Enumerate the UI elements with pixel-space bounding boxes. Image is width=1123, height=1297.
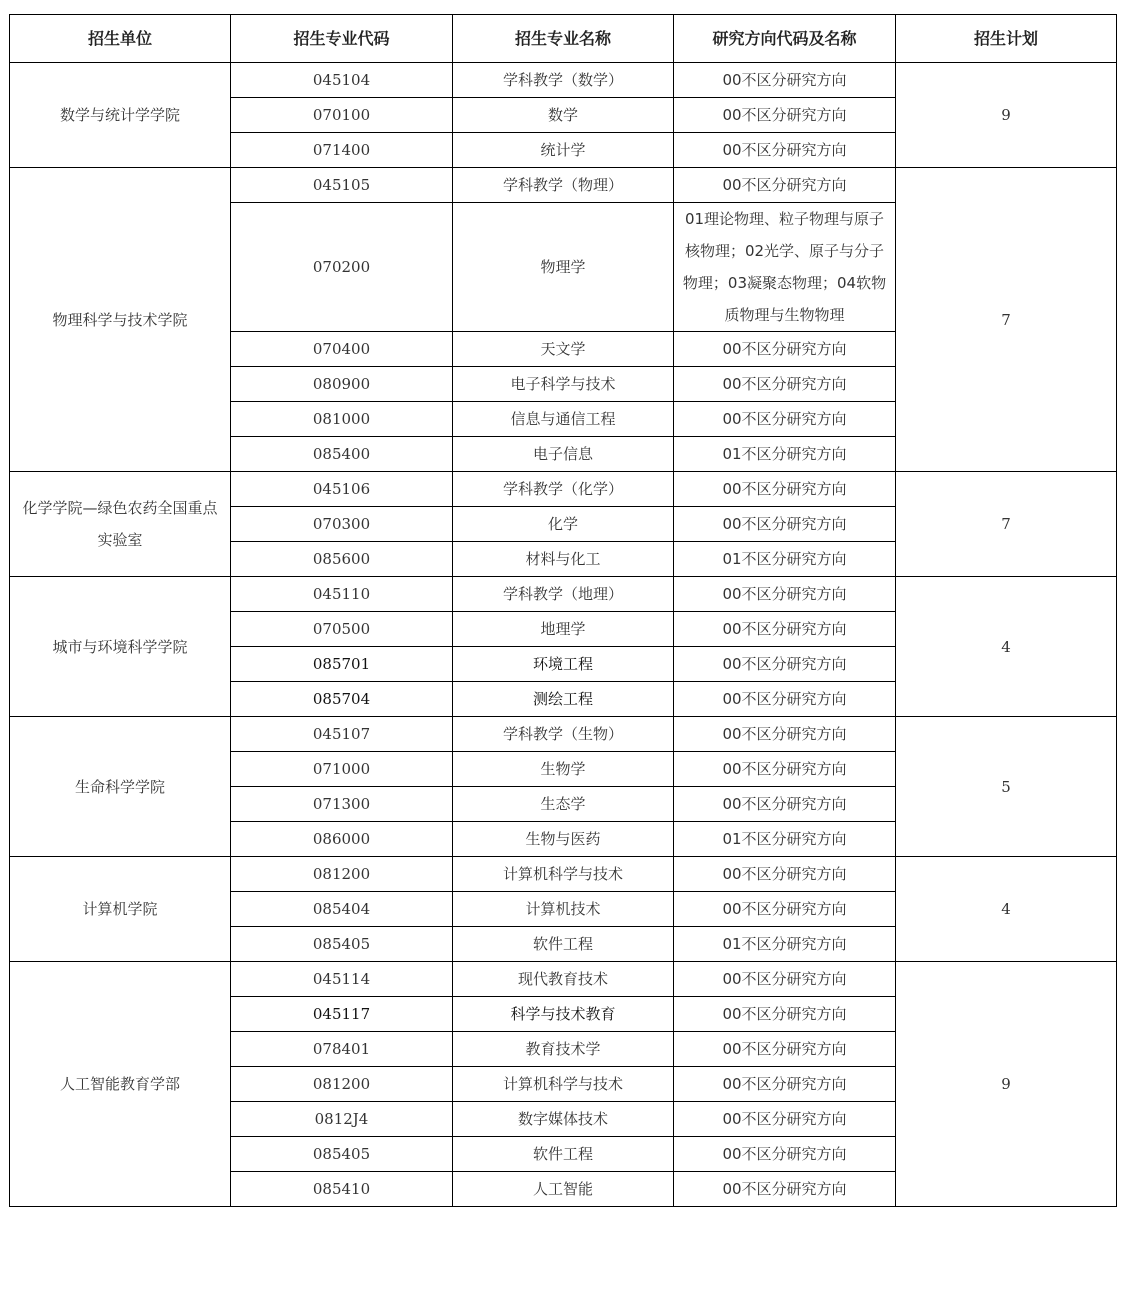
major-code-cell: 085400 — [231, 437, 453, 472]
table-row — [10, 577, 1117, 612]
direction-cell: 00不区分研究方向 — [674, 857, 896, 892]
major-code-cell: 070200 — [231, 203, 453, 332]
direction-cell: 00不区分研究方向 — [674, 717, 896, 752]
major-code-cell: 045117 — [231, 997, 453, 1032]
header-direction: 研究方向代码及名称 — [674, 15, 896, 63]
table-row — [10, 63, 1117, 98]
table-row — [10, 962, 1117, 997]
major-name-cell: 学科教学（地理） — [453, 577, 674, 612]
major-name-cell: 学科教学（数学） — [453, 63, 674, 98]
major-name-cell: 软件工程 — [453, 1137, 674, 1172]
direction-cell: 00不区分研究方向 — [674, 787, 896, 822]
plan-cell: 4 — [896, 577, 1117, 717]
major-code-cell: 071000 — [231, 752, 453, 787]
direction-cell: 01不区分研究方向 — [674, 927, 896, 962]
admissions-plan-table — [9, 14, 1117, 1207]
header-plan: 招生计划 — [896, 15, 1117, 63]
unit-cell: 计算机学院 — [10, 857, 231, 962]
direction-cell: 01不区分研究方向 — [674, 822, 896, 857]
direction-cell: 00不区分研究方向 — [674, 332, 896, 367]
major-code-cell: 085410 — [231, 1172, 453, 1207]
table-body — [10, 63, 1117, 1207]
major-name-cell: 人工智能 — [453, 1172, 674, 1207]
direction-cell: 00不区分研究方向 — [674, 1032, 896, 1067]
major-name-cell: 生物学 — [453, 752, 674, 787]
unit-cell: 城市与环境科学学院 — [10, 577, 231, 717]
major-code-cell: 045110 — [231, 577, 453, 612]
major-code-cell: 085405 — [231, 927, 453, 962]
plan-cell: 9 — [896, 962, 1117, 1207]
major-name-cell: 统计学 — [453, 133, 674, 168]
direction-cell: 01不区分研究方向 — [674, 542, 896, 577]
plan-cell: 9 — [896, 63, 1117, 168]
direction-cell: 01不区分研究方向 — [674, 437, 896, 472]
major-name-cell: 现代教育技术 — [453, 962, 674, 997]
unit-cell: 化学学院—绿色农药全国重点实验室 — [10, 472, 231, 577]
header-major: 招生专业名称 — [453, 15, 674, 63]
major-code-cell: 070300 — [231, 507, 453, 542]
major-name-cell: 计算机科学与技术 — [453, 857, 674, 892]
major-code-cell: 070400 — [231, 332, 453, 367]
major-code-cell: 081200 — [231, 857, 453, 892]
plan-cell: 4 — [896, 857, 1117, 962]
direction-cell: 00不区分研究方向 — [674, 892, 896, 927]
direction-cell: 01理论物理、粒子物理与原子核物理；02光学、原子与分子物理；03凝聚态物理；04软物质物理与生物物理 — [674, 203, 896, 332]
major-name-cell: 天文学 — [453, 332, 674, 367]
major-name-cell: 环境工程 — [453, 647, 674, 682]
plan-cell: 7 — [896, 168, 1117, 472]
major-name-cell: 材料与化工 — [453, 542, 674, 577]
direction-cell: 00不区分研究方向 — [674, 962, 896, 997]
major-name-cell: 教育技术学 — [453, 1032, 674, 1067]
table-header — [10, 15, 1117, 63]
major-name-cell: 地理学 — [453, 612, 674, 647]
header-code: 招生专业代码 — [231, 15, 453, 63]
major-code-cell: 045105 — [231, 168, 453, 203]
major-name-cell: 数字媒体技术 — [453, 1102, 674, 1137]
major-name-cell: 计算机技术 — [453, 892, 674, 927]
header-row — [10, 15, 1117, 63]
unit-cell: 生命科学学院 — [10, 717, 231, 857]
major-name-cell: 数学 — [453, 98, 674, 133]
major-code-cell: 045106 — [231, 472, 453, 507]
major-name-cell: 学科教学（化学） — [453, 472, 674, 507]
major-name-cell: 化学 — [453, 507, 674, 542]
major-code-cell: 081200 — [231, 1067, 453, 1102]
major-code-cell: 085404 — [231, 892, 453, 927]
plan-cell: 5 — [896, 717, 1117, 857]
table-row — [10, 472, 1117, 507]
major-code-cell: 071300 — [231, 787, 453, 822]
direction-cell: 00不区分研究方向 — [674, 647, 896, 682]
major-name-cell: 生态学 — [453, 787, 674, 822]
major-code-cell: 071400 — [231, 133, 453, 168]
major-code-cell: 080900 — [231, 367, 453, 402]
major-name-cell: 生物与医药 — [453, 822, 674, 857]
major-code-cell: 070500 — [231, 612, 453, 647]
direction-cell: 00不区分研究方向 — [674, 1137, 896, 1172]
major-code-cell: 085405 — [231, 1137, 453, 1172]
direction-cell: 00不区分研究方向 — [674, 997, 896, 1032]
major-code-cell: 085600 — [231, 542, 453, 577]
direction-cell: 00不区分研究方向 — [674, 752, 896, 787]
direction-cell: 00不区分研究方向 — [674, 133, 896, 168]
major-name-cell: 软件工程 — [453, 927, 674, 962]
major-code-cell: 085704 — [231, 682, 453, 717]
unit-cell: 物理科学与技术学院 — [10, 168, 231, 472]
direction-cell: 00不区分研究方向 — [674, 507, 896, 542]
major-name-cell: 学科教学（生物） — [453, 717, 674, 752]
direction-cell: 00不区分研究方向 — [674, 1067, 896, 1102]
direction-cell: 00不区分研究方向 — [674, 367, 896, 402]
major-name-cell: 科学与技术教育 — [453, 997, 674, 1032]
major-code-cell: 0812J4 — [231, 1102, 453, 1137]
table-row — [10, 717, 1117, 752]
header-unit: 招生单位 — [10, 15, 231, 63]
major-name-cell: 计算机科学与技术 — [453, 1067, 674, 1102]
direction-cell: 00不区分研究方向 — [674, 612, 896, 647]
unit-cell: 数学与统计学学院 — [10, 63, 231, 168]
major-code-cell: 045114 — [231, 962, 453, 997]
direction-cell: 00不区分研究方向 — [674, 402, 896, 437]
major-name-cell: 电子科学与技术 — [453, 367, 674, 402]
direction-cell: 00不区分研究方向 — [674, 682, 896, 717]
direction-cell: 00不区分研究方向 — [674, 1172, 896, 1207]
direction-cell: 00不区分研究方向 — [674, 577, 896, 612]
table-row — [10, 857, 1117, 892]
direction-cell: 00不区分研究方向 — [674, 98, 896, 133]
major-code-cell: 045107 — [231, 717, 453, 752]
plan-cell: 7 — [896, 472, 1117, 577]
direction-cell: 00不区分研究方向 — [674, 168, 896, 203]
major-code-cell: 070100 — [231, 98, 453, 133]
major-code-cell: 085701 — [231, 647, 453, 682]
major-code-cell: 081000 — [231, 402, 453, 437]
unit-cell: 人工智能教育学部 — [10, 962, 231, 1207]
table-row — [10, 168, 1117, 203]
major-code-cell: 078401 — [231, 1032, 453, 1067]
direction-cell: 00不区分研究方向 — [674, 472, 896, 507]
major-name-cell: 电子信息 — [453, 437, 674, 472]
major-code-cell: 045104 — [231, 63, 453, 98]
direction-cell: 00不区分研究方向 — [674, 1102, 896, 1137]
major-name-cell: 测绘工程 — [453, 682, 674, 717]
major-name-cell: 信息与通信工程 — [453, 402, 674, 437]
direction-cell: 00不区分研究方向 — [674, 63, 896, 98]
major-code-cell: 086000 — [231, 822, 453, 857]
major-name-cell: 学科教学（物理） — [453, 168, 674, 203]
major-name-cell: 物理学 — [453, 203, 674, 332]
